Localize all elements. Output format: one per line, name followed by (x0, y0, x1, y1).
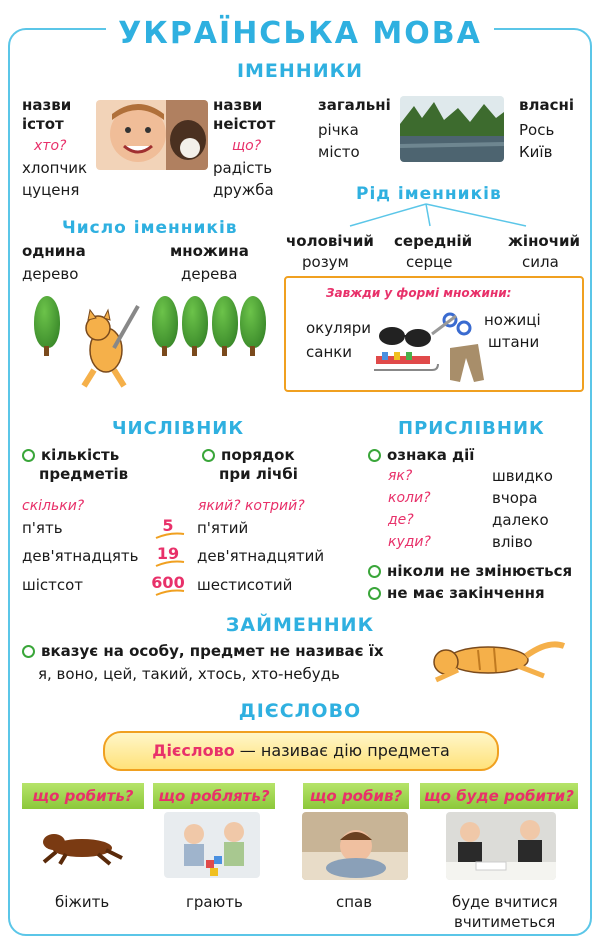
digit-underlines (152, 532, 192, 602)
common-label: загальні (318, 96, 391, 114)
verb-example-4a: буде вчитися (452, 893, 558, 911)
nonliving-question: що? (232, 138, 262, 154)
singular-label: однина (22, 242, 86, 260)
ordinal-question: який? котрий? (198, 498, 305, 514)
plural-only-heading: Завжди у формі множини: (326, 286, 512, 300)
gender-feminine-example: сила (522, 253, 559, 271)
cat-saw-icon (74, 300, 144, 392)
adverb-rule-1: ніколи не змінюється (368, 562, 572, 581)
living-question: хто? (34, 138, 67, 154)
ordinal-label: порядок при лічбі (202, 446, 298, 484)
adverb-heading: ПРИСЛІВНИК (398, 418, 545, 439)
running-dog-photo (36, 826, 126, 866)
cardinal-question: скільки? (22, 498, 85, 514)
verb-example-3: спав (336, 893, 373, 911)
adverb-a-1: швидко (492, 467, 553, 485)
digit-2: 19 (156, 544, 180, 563)
proper-label: власні (519, 96, 574, 114)
bullet-icon (368, 565, 381, 578)
cardinal-label: кількість предметів (22, 446, 128, 484)
tree-icon (182, 296, 208, 348)
verb-heading: ДІЄСЛОВО (238, 700, 362, 722)
cardinal-3: шістсот (22, 576, 84, 594)
tree-icon (152, 296, 178, 348)
cardinal-1: п'ять (22, 519, 63, 537)
adverb-q-1: як? (388, 468, 413, 484)
proper-example-2: Київ (519, 143, 553, 161)
bullet-icon (202, 449, 215, 462)
verb-question-3: що робив? (303, 783, 409, 809)
jumping-cat-icon (418, 632, 568, 684)
plural-label: множина (170, 242, 249, 260)
adverb-q-4: куди? (388, 534, 431, 550)
nonliving-label: назви неістот (213, 96, 276, 133)
plural-only-word-2: ножиці (484, 311, 541, 329)
nonliving-example-2: дружба (213, 181, 274, 199)
children-playing-photo (164, 812, 260, 878)
nonliving-example-1: радість (213, 159, 273, 177)
verb-example-4b: вчитиметься (454, 913, 556, 931)
singular-example: дерево (22, 265, 79, 283)
tree-trunk (44, 346, 49, 356)
gender-masculine-example: розум (302, 253, 349, 271)
tree-trunk (222, 346, 227, 356)
adverb-feature: ознака дії (368, 446, 474, 465)
tree-icon (34, 296, 60, 348)
bullet-icon (22, 645, 35, 658)
nouns-heading: ІМЕННИКИ (236, 60, 364, 82)
adverb-rule-2: не має закінчення (368, 584, 545, 603)
digit-1: 5 (162, 516, 174, 535)
gender-arrows (330, 202, 550, 232)
numeral-heading: ЧИСЛІВНИК (112, 418, 245, 439)
ordinal-1: п'ятий (197, 519, 249, 537)
digit-3: 600 (151, 573, 185, 592)
verb-definition: Дієслово — називає дію предмета (103, 731, 499, 771)
tree-icon (212, 296, 238, 348)
verb-question-2: що роблять? (153, 783, 275, 809)
tree-trunk (162, 346, 167, 356)
plural-example: дерева (181, 265, 238, 283)
trousers-icon (446, 344, 486, 384)
number-heading: Число іменників (62, 218, 238, 238)
page-title: УКРАЇНСЬКА МОВА (0, 16, 600, 51)
pronoun-heading: ЗАЙМЕННИК (225, 614, 375, 636)
common-example-2: місто (318, 143, 360, 161)
gender-neuter-example: серце (406, 253, 453, 271)
bullet-icon (368, 449, 381, 462)
adverb-q-3: де? (388, 512, 414, 528)
living-example-2: цуценя (22, 181, 80, 199)
adverb-q-2: коли? (388, 490, 431, 506)
students-writing-photo (446, 812, 556, 880)
living-example-1: хлопчик (22, 159, 88, 177)
proper-example-1: Рось (519, 121, 555, 139)
verb-question-4: що буде робити? (420, 783, 578, 809)
pronoun-rule: вказує на особу, предмет не називає їх (22, 642, 384, 661)
verb-question-1: що робить? (22, 783, 144, 809)
common-example-1: річка (318, 121, 359, 139)
tree-trunk (192, 346, 197, 356)
tree-icon (240, 296, 266, 348)
bullet-icon (368, 587, 381, 600)
gender-masculine: чоловічий (286, 232, 374, 250)
verb-example-1: біжить (55, 893, 110, 911)
verb-example-2: грають (186, 893, 243, 911)
adverb-a-4: вліво (492, 533, 533, 551)
sleeping-boy-photo (302, 812, 408, 880)
gender-heading: Рід іменників (356, 184, 502, 204)
living-label: назви істот (22, 96, 72, 133)
plural-only-word-1: окуляри (306, 319, 371, 337)
river-photo (400, 96, 504, 162)
plural-only-word-3: санки (306, 343, 353, 361)
gender-feminine: жіночий (508, 232, 581, 250)
adverb-a-2: вчора (492, 489, 538, 507)
adverb-a-3: далеко (492, 511, 549, 529)
boy-puppy-photo (96, 100, 208, 170)
ordinal-3: шестисотий (197, 576, 293, 594)
gender-neuter: середній (394, 232, 473, 250)
pronoun-examples: я, воно, цей, такий, хтось, хто-небудь (38, 665, 340, 683)
bullet-icon (22, 449, 35, 462)
ordinal-2: дев'ятнадцятий (197, 547, 325, 565)
plural-only-word-4: штани (488, 333, 540, 351)
cardinal-2: дев'ятнадцять (22, 547, 139, 565)
tree-trunk (250, 346, 255, 356)
